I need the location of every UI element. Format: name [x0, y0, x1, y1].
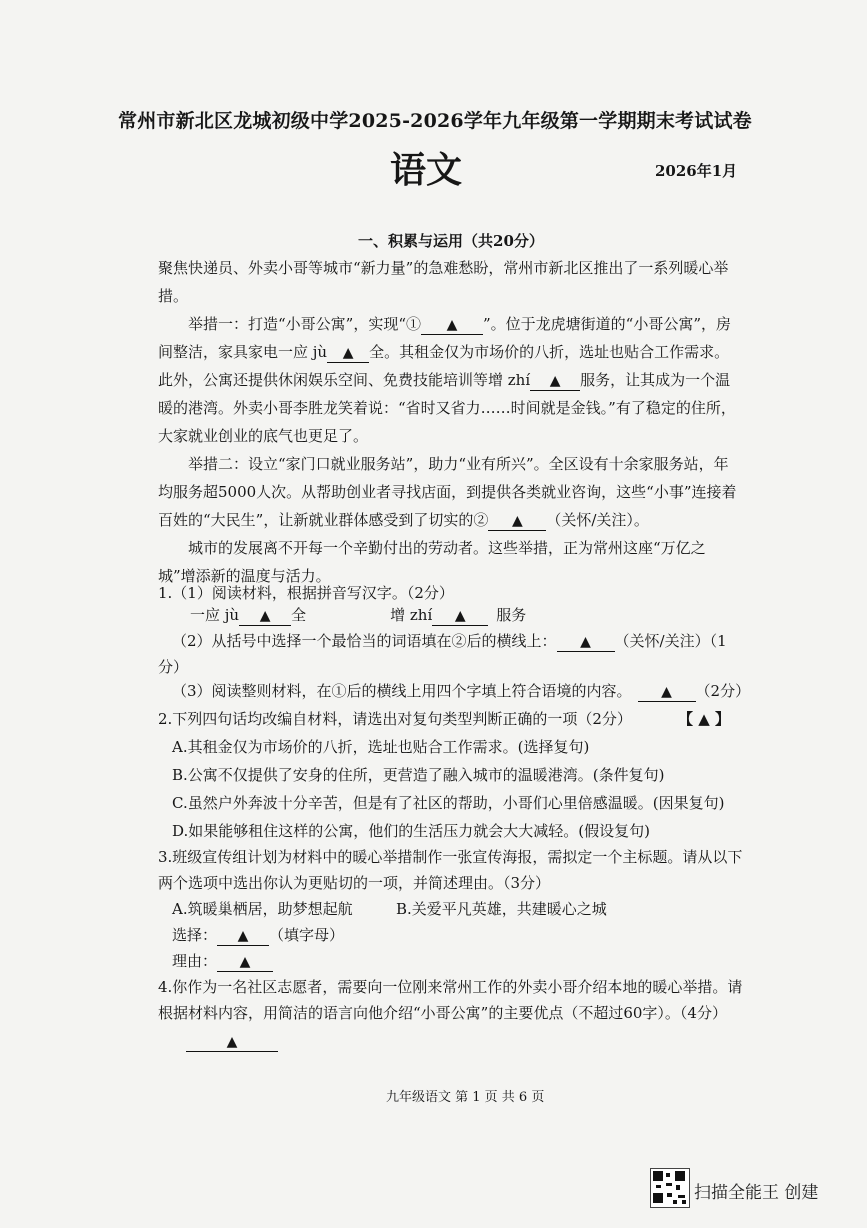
q3-reason [172, 950, 273, 972]
exam-date: 2026年1月 [655, 162, 738, 180]
measure-2-text-a: 举措二：设立“家门口就业服务站”，助力“业有所兴”。全区设有十余家服务站，年均服务超5000人次。从帮助创业者寻找店面，到提供各类就业咨询，这些“小事”连接着百姓的“大民生”，让新就业群体感受到了切实的② [158, 455, 737, 529]
q4-stem-line1: 4.你作为一名社区志愿者，需要向一位刚来常州工作的外卖小哥介绍本地的暖心举措。请 [158, 978, 743, 996]
material-measure-2 [158, 450, 740, 534]
q3-stem-line2: 两个选项中选出你认为更贴切的一项，并简述理由。（3分） [158, 874, 551, 892]
q1-stem: 1.（1）阅读材料，根据拼音写汉字。（2分） [158, 584, 454, 602]
section-title: 一、积累与运用（共20分） [358, 232, 544, 250]
triangle-mark: ▲ [661, 684, 672, 700]
q2-option-b: B.公寓不仅提供了安身的住所，更营造了融入城市的温暖港湾。(条件复句) [172, 766, 665, 784]
page-footer: 九年级语文 第 1 页 共 6 页 [386, 1090, 545, 1105]
q2-option-a: A.其租金仅为市场价的八折，选址也贴合工作需求。(选择复句) [172, 738, 590, 756]
q1-part3-score: （2分） [695, 682, 751, 700]
measure-1-text-a: 举措一：打造“小哥公寓”，实现“① [188, 315, 422, 333]
q2-stem: 2.下列四句话均改编自材料，请选出对复句类型判断正确的一项（2分） [158, 710, 632, 728]
q1-zhi-tail: 服务 [496, 606, 527, 624]
q1-part2-tail: （关怀/关注）（1 [614, 632, 727, 650]
q1-ju-label: 一应 jù [190, 606, 240, 624]
triangle-mark: ▲ [239, 954, 251, 970]
qr-code-icon [650, 1168, 690, 1208]
q1-ju-tail: 全 [291, 606, 307, 624]
q1-ju-blank[interactable] [239, 606, 291, 626]
subject-title: 语文 [390, 149, 463, 191]
q1-part2-score: 分） [158, 658, 189, 676]
q3-option-a: A.筑暖巢栖居，助梦想起航 [172, 900, 353, 918]
triangle-mark: ▲ [580, 634, 591, 650]
q1-part2 [172, 630, 727, 652]
triangle-mark: ▲ [549, 373, 561, 389]
q4-answer [186, 1032, 278, 1052]
q3-choose [172, 924, 344, 946]
material-closing: 城市的发展离不开每一个辛勤付出的劳动者。这些举措，正为常州这座“万亿之城”增添新的温度与活力。 [158, 539, 706, 585]
q4-stem-line2: 根据材料内容，用简洁的语言向他介绍“小哥公寓”的主要优点（不超过60字）。（4分） [158, 1004, 727, 1022]
q2-option-c: C.虽然户外奔波十分辛苦，但是有了社区的帮助，小哥们心里倍感温暖。(因果复句) [172, 794, 725, 812]
q3-stem-line1: 3.班级宣传组计划为材料中的暖心举措制作一张宣传海报，需拟定一个主标题。请从以下 [158, 848, 743, 866]
q4-answer-blank[interactable] [186, 1032, 278, 1052]
q1-zhi-blank[interactable] [432, 606, 488, 626]
q1-zhi-label: 增 zhí [390, 606, 433, 624]
q3-reason-label: 理由： [172, 952, 218, 970]
q3-choose-label: 选择： [172, 926, 218, 944]
blank-1[interactable] [421, 315, 483, 335]
measure-2-text-b: （关怀/关注）。 [546, 511, 649, 529]
triangle-mark: ▲ [342, 345, 354, 361]
q1-part2-blank[interactable] [557, 632, 615, 652]
q1-part3-text: （3）阅读整则材料，在①后的横线上用四个字填上符合语境的内容。 [172, 682, 632, 700]
q1-part3-blank[interactable] [638, 682, 696, 702]
q1-part3 [172, 680, 750, 702]
triangle-mark: ▲ [237, 928, 249, 944]
q3-choose-hint: （填字母） [269, 926, 345, 944]
q1-part2-text: （2）从括号中选择一个最恰当的词语填在②后的横线上： [172, 632, 557, 650]
q3-reason-blank[interactable] [217, 952, 273, 972]
scanner-watermark: 扫描全能王 创建 [694, 1183, 819, 1203]
triangle-mark: ▲ [511, 513, 523, 529]
exam-title: 常州市新北区龙城初级中学2025-2026学年九年级第一学期期末考试试卷 [118, 110, 752, 132]
material-measure-1 [158, 310, 740, 450]
q1-part1-answers [190, 604, 526, 626]
q2-answer-bracket[interactable]: 【 ▲ 】 [678, 710, 730, 728]
triangle-mark: ▲ [446, 317, 458, 333]
measure-1-text-b: ”。位于龙虎塘街道的“小哥公寓”，房间整洁，家具家电一应 jù [158, 315, 732, 361]
blank-2[interactable] [488, 511, 546, 531]
measure-1-text-c: 全。其租金仅为市场价的八折，选址也贴合工作需求。此外，公寓还提供休闲娱乐空间、免费技能培训等增 zhí [158, 343, 730, 389]
triangle-mark: ▲ [226, 1034, 238, 1050]
q3-option-b: B.关爱平凡英雄，共建暖心之城 [396, 900, 607, 918]
q3-choose-blank[interactable] [217, 926, 269, 946]
measure-1-text-d: 服务，让其成为一个温暖的港湾。外卖小哥李胜龙笑着说：“省时又省力……时间就是金钱。”有了稳定的住所，大家就业创业的底气也更足了。 [158, 371, 736, 445]
blank-ju[interactable] [327, 343, 369, 363]
triangle-mark: ▲ [259, 608, 271, 624]
material-intro: 聚焦快递员、外卖小哥等城市“新力量”的急难愁盼，常州市新北区推出了一系列暖心举措。 [158, 259, 729, 305]
blank-zhi[interactable] [530, 371, 580, 391]
triangle-mark: ▲ [454, 608, 466, 624]
q2-option-d: D.如果能够租住这样的公寓，他们的生活压力就会大大减轻。(假设复句) [172, 822, 650, 840]
